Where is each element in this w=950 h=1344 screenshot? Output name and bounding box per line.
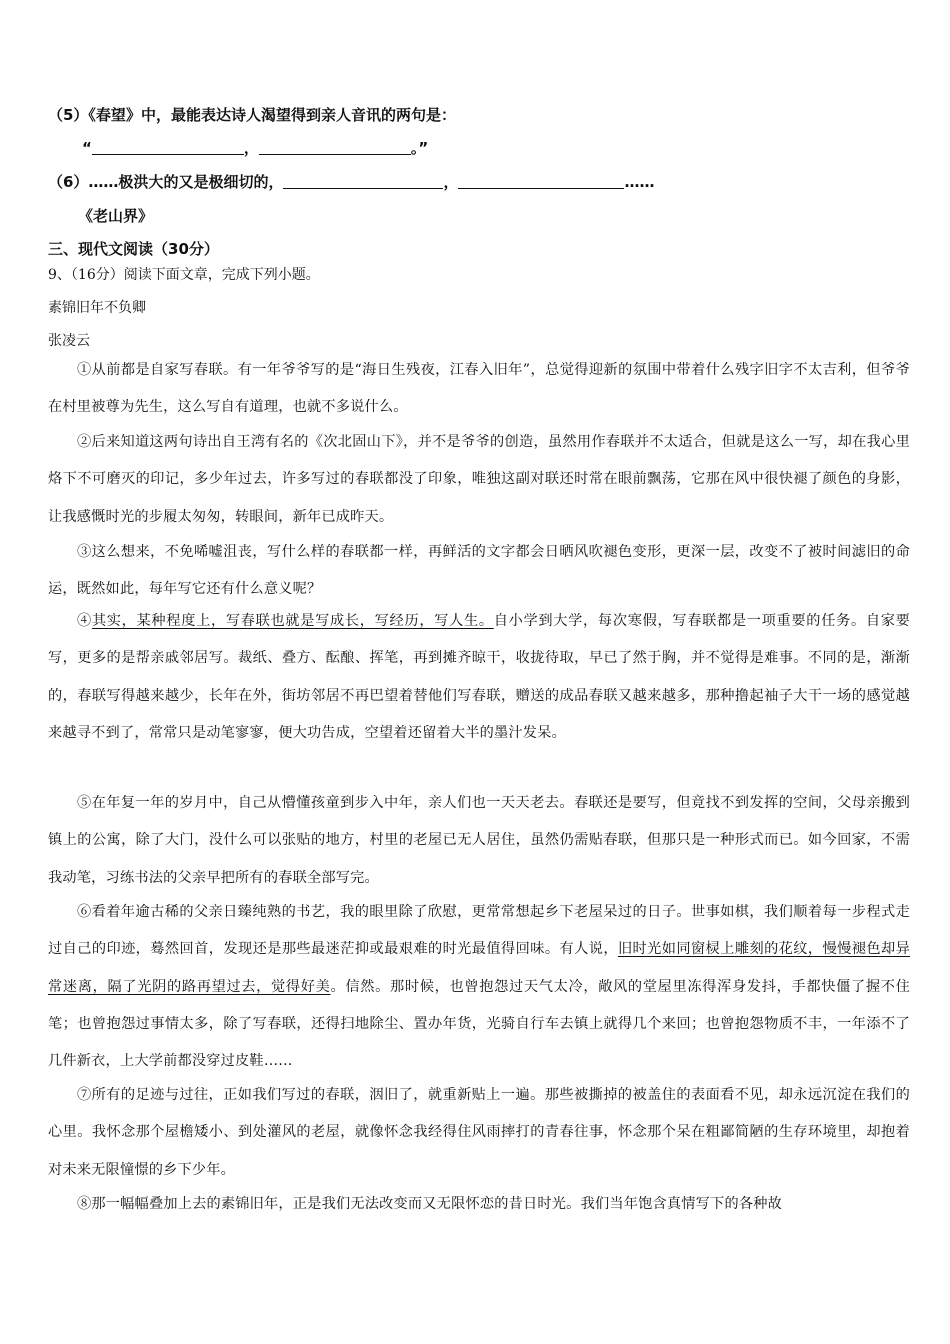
article-title: 素锦旧年不负卿 bbox=[48, 300, 146, 316]
question-intro: 9、（16分）阅读下面文章，完成下列小题。 bbox=[48, 267, 320, 283]
paragraph-6-pre: ⑥看着年逾古稀的父亲日臻纯熟的书艺，我的眼里除了欣慰，更常常想起乡下老屋呆过的日子。世事如棋，我们顺着每一步程式走过自己的印迹，蓦然回首，发现还是那些最迷茫抑或最艰难的时光最值得回味。有人说， bbox=[48, 904, 910, 958]
paragraph-4-underlined: 其实，某种程度上，写春联也就是写成长，写经历，写人生。 bbox=[91, 613, 494, 629]
q6-line bbox=[48, 171, 654, 192]
paragraph-4-post: 自小学到大学，每次寒假，写春联都是一项重要的任务。自家要写，更多的是帮亲戚邻居写。裁纸、叠方、酝酿、挥笔，再到摊齐晾干，收拢待取，早已了然于胸，并不觉得是难事。不同的是，渐渐的，春联写得越来越少，长年在外，街坊邻居不再巴望着替他们写春联，赠送的成品春联又越来越多，那种撸起袖子大干一场的感觉越来越寻不到了，常常只是动笔寥寥，便大功告成，空望着还留着大半的墨汁发呆。 bbox=[48, 613, 910, 741]
q5-prompt: （5）《春望》中，最能表达诗人渴望得到亲人音讯的两句是： bbox=[48, 106, 456, 124]
q5-comma: ， bbox=[243, 139, 259, 157]
q6-blank-1[interactable] bbox=[283, 174, 443, 189]
paragraph-5: ⑤在年复一年的岁月中，自己从懵懂孩童到步入中年，亲人们也一天天老去。春联还是要写，但竟找不到发挥的空间，父母亲搬到镇上的公寓，除了大门，没什么可以张贴的地方，村里的老屋已无人居住，虽然仍需贴春联，但那只是一种形式而已。如今回家，不需我动笔，习练书法的父亲早把所有的春联全部写完。 bbox=[48, 795, 910, 886]
q5-answer-line bbox=[82, 137, 428, 158]
paragraph-4 bbox=[48, 603, 910, 752]
paragraph-2: ②后来知道这两句诗出自王湾有名的《次北固山下》，并不是爷爷的创造，虽然用作春联并不太适合，但就是这么一写，却在我心里烙下不可磨灭的印记，多少年过去，许多写过的春联都没了印象，唯独这副对联还时常在眼前飘荡，它那在风中很快褪了颜色的身影，让我感慨时光的步履太匆匆，转眼间，新年已成昨天。 bbox=[48, 434, 910, 525]
q6-suffix: …… bbox=[624, 173, 655, 191]
paragraph-6-post: 。信然。那时候，也曾抱怨过天气太冷，敞风的堂屋里冻得浑身发抖，手都快僵了握不住笔；也曾抱怨过事情太多，除了写春联，还得扫地除尘、置办年货，光骑自行车去镇上就得几个来回；也曾抱怨物质不丰，一年添不了几件新衣，上大学前都没穿过皮鞋…… bbox=[48, 978, 910, 1070]
paragraph-1: ①从前都是自家写春联。有一年爷爷写的是“海日生残夜，江春入旧年”，总觉得迎新的氛围中带着什么残字旧字不太吉利，但爷爷在村里被尊为先生，这么写自有道理，也就不多说什么。 bbox=[48, 362, 910, 416]
paragraph-4-pre: ④ bbox=[77, 613, 92, 629]
article-author: 张凌云 bbox=[48, 333, 90, 349]
q6-source: 《老山界》 bbox=[78, 207, 154, 225]
q6-comma: ， bbox=[443, 173, 459, 191]
section-heading: 三、现代文阅读（30分） bbox=[48, 240, 219, 258]
q5-close: 。” bbox=[410, 139, 429, 157]
q6-prefix: （6）……极洪大的又是极细切的， bbox=[48, 173, 284, 191]
q6-blank-2[interactable] bbox=[458, 174, 624, 189]
q5-blank-1[interactable] bbox=[92, 140, 244, 155]
paragraph-8: ⑧那一幅幅叠加上去的素锦旧年，正是我们无法改变而又无限怀恋的昔日时光。我们当年饱含真情写下的各种故 bbox=[77, 1196, 782, 1212]
paragraph-3: ③这么想来，不免唏嘘沮丧，写什么样的春联都一样，再鲜活的文字都会日晒风吹褪色变形，更深一层，改变不了被时间滤旧的命运，既然如此，每年写它还有什么意义呢？ bbox=[48, 544, 910, 598]
paragraph-7: ⑦所有的足迹与过往，正如我们写过的春联，洇旧了，就重新贴上一遍。那些被撕掉的被盖住的表面看不见，却永远沉淀在我们的心里。我怀念那个屋檐矮小、到处灌风的老屋，就像怀念我经得住风雨摔打的青春往事，怀念那个呆在粗鄙简陋的生存环境里，却抱着对未来无限憧憬的乡下少年。 bbox=[48, 1087, 910, 1178]
paragraph-6 bbox=[48, 894, 910, 1080]
q5-open-quote: “ bbox=[82, 139, 92, 157]
paragraph-6-underlined: 旧时光如同窗棂上雕刻的花纹，慢慢褪色却异常迷离，隔了光阴的路再望过去，觉得好美 bbox=[48, 941, 910, 995]
q5-blank-2[interactable] bbox=[259, 140, 411, 155]
